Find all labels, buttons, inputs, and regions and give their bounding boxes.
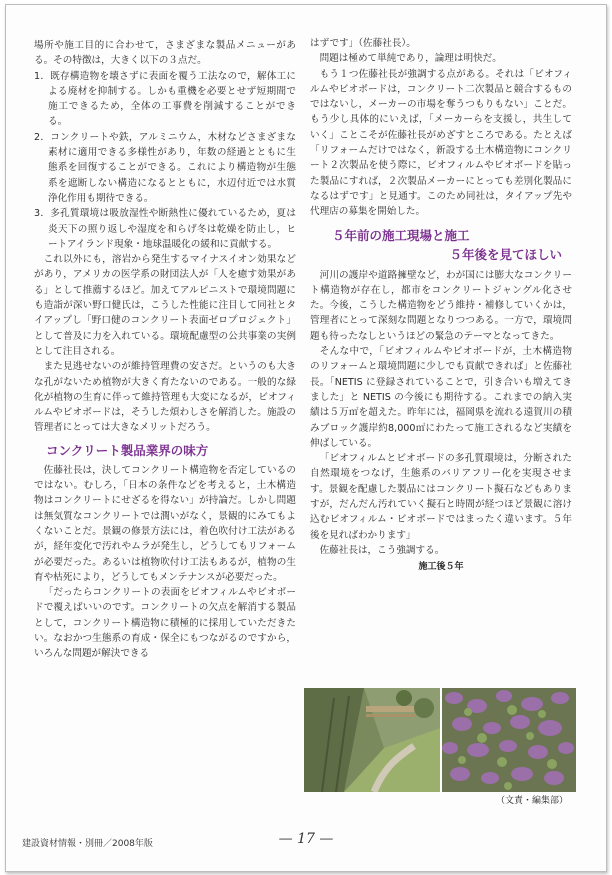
body-paragraph: 河川の護岸や道路擁壁など，わが国には膨大なコンクリート構造物が存在し，都市をコンクリートジャングル化させた。今後，こうした構造物をどう維持・補修していくかは，管理者にとって深刻な問題となりつつある。一方で，環境問題も待ったなしというほどの緊急のテーマとなってきた。 [310, 269, 572, 342]
page-number: — 17 — [278, 831, 334, 847]
section-heading-line2: ５年後を見てほしい [449, 246, 562, 262]
revetment-photo [304, 688, 440, 792]
publication-footer: 建設資材情報・別冊／2008年版 [22, 839, 153, 849]
body-paragraph: 問題は極めて単純であり，論理は明快だ。 [319, 53, 502, 65]
body-paragraph: はずです」（佐藤社長）。 [310, 38, 416, 49]
intro-paragraph: 場所や施工目的に合わせて，さまざまな製品メニューがある。その特徴は，大きく以下の３点だ。 [34, 40, 296, 67]
body-paragraph: そんな中で，「ビオフィルムやビオボードが，土木構造物のリフォームと環境問題に少しでも貢献できれば」と佐藤社長。「NETIS に登録されていることで，引き合いも増えてきました」と NETIS の今後にも期待する。これまでの納入実績は５万㎡を超えた。昨年には，福岡県を流れる遠賀川の積みブロック護岸約8,000㎡にわたって施工されるなど実績を伸ばしている。 [310, 346, 572, 449]
photo-caption: 施工後５年 [418, 562, 464, 573]
section-heading-line1: ５年前の施工現場と施工 [332, 227, 470, 243]
body-paragraph: 「だったらコンクリートの表面をビオフィルムやビオボードで覆えばいいのです。コンクリートの欠点を解消する製品として，コンクリート構造物に積極的に採用していただきたい。なおかつ生態系の育成・保全にもつながるのですから，いろんな問題が解決できる [34, 587, 296, 660]
right-column [310, 36, 572, 578]
section-heading [310, 226, 572, 264]
credit-line: （文責・編集部） [495, 796, 568, 806]
feature-item-2: 2．コンクリートや鉄，アルミニウム，木材などさまざまな素材に適用できる多様性があり，年数の経過とともに生態系を回復することができる。これにより構造物が生態系を遮断しない構造になるとともに，水辺付近では水質浄化作用も期待できる。 [34, 131, 296, 204]
feature-item-1: 1．既存構造物を壊さずに表面を覆う工法なので，解体工による廃材を抑制する。しかも重機を必要とせず短期間で施工できるため，全体の工事費を削減することができる。 [34, 70, 296, 128]
body-paragraph: また見逃せないのが維持管理費の安さだ。というのも大きな孔がないため植物が大きく育たないのである。一般的な緑化が植物の生育に伴って維持管理も大変になるが，ビオフィルムやビオボードは，そうした煩わしさを解消した。施設の管理者にとっては大きなメリットだろう。 [34, 361, 296, 434]
biofilm-surface-photo [442, 688, 576, 792]
body-paragraph: 佐藤社長は，決してコンクリート構造物を否定しているのではない。むしろ，「日本の条件などを考えると，土木構造物はコンクリートにせざるを得ない」が持論だ。しかし問題は無気質なコンクリートでは潤いがなく，景観的にみてもよくないことだ。景観の修景方法には，着色吹付け工法があるが，経年変化で汚れやムラが発生し，どうしてもリフォームが必要だった。あるいは植物吹付け工法もあるが，植物の生育や枯死により，どうしてもメンテナンスが必要だった。 [34, 464, 296, 583]
feature-item-3: 3．多孔質環境は吸放湿性や断熱性に優れているため，夏は炎天下の照り返しや湿度を和らげ冬は乾燥を防止し，ヒートアイランド現象・地球温暖化の緩和に貢献する。 [34, 208, 296, 250]
body-paragraph: 佐藤社長は，こう強調する。 [319, 544, 445, 556]
body-paragraph: もう１つ佐藤社長が強調する点がある。それは「ビオフィルムやビオボードは，コンクリート二次製品と競合するものではないし，メーカーの市場を奪うつもりもない」ことだ。もう少し具体的にいえば，「メーカーらを支援し，共生していく」ことこそが佐藤社長がめざすところである。たとえば「リフォームだけではなく，新設する土木構造物にコンクリート２次製品を使う際に，ビオフィルムやビオボードを貼った製品にすれば，２次製品メーカーにとっても差別化製品になるはずです」と見通す。このため同社は，タイアップ先や代理店の募集を開始した。 [310, 68, 572, 218]
body-paragraph: 「ビオフィルムとビオボードの多孔質環境は，分断された自然環境をつなげ，生態系のバリアフリー化を実現させます。景観を配慮した製品にはコンクリート擬石などもありますが，だんだん汚れていく擬石と時間が経つほど景観に溶け込むビオフィルム・ビオボードではまったく違います。５年後を見ればわかります」 [310, 453, 572, 541]
photo-strip [304, 688, 576, 792]
body-paragraph: これ以外にも，溶岩から発生するマイナスイオン効果などがあり，アメリカの医学系の財団法人が「人を癒す効果がある」として推薦するほど。加えてアルピニストで環境問題にも造詣が深い野口健氏は，こうした性能に注目して同社とタイアップし「野口健のコンクリート表面ゼロプロジェクト」として普及に力を入れている。環境配慮型の公共事業の実例として注目される。 [34, 254, 296, 357]
left-column [34, 38, 296, 662]
section-heading: コンクリート製品業界の味方 [46, 442, 209, 458]
